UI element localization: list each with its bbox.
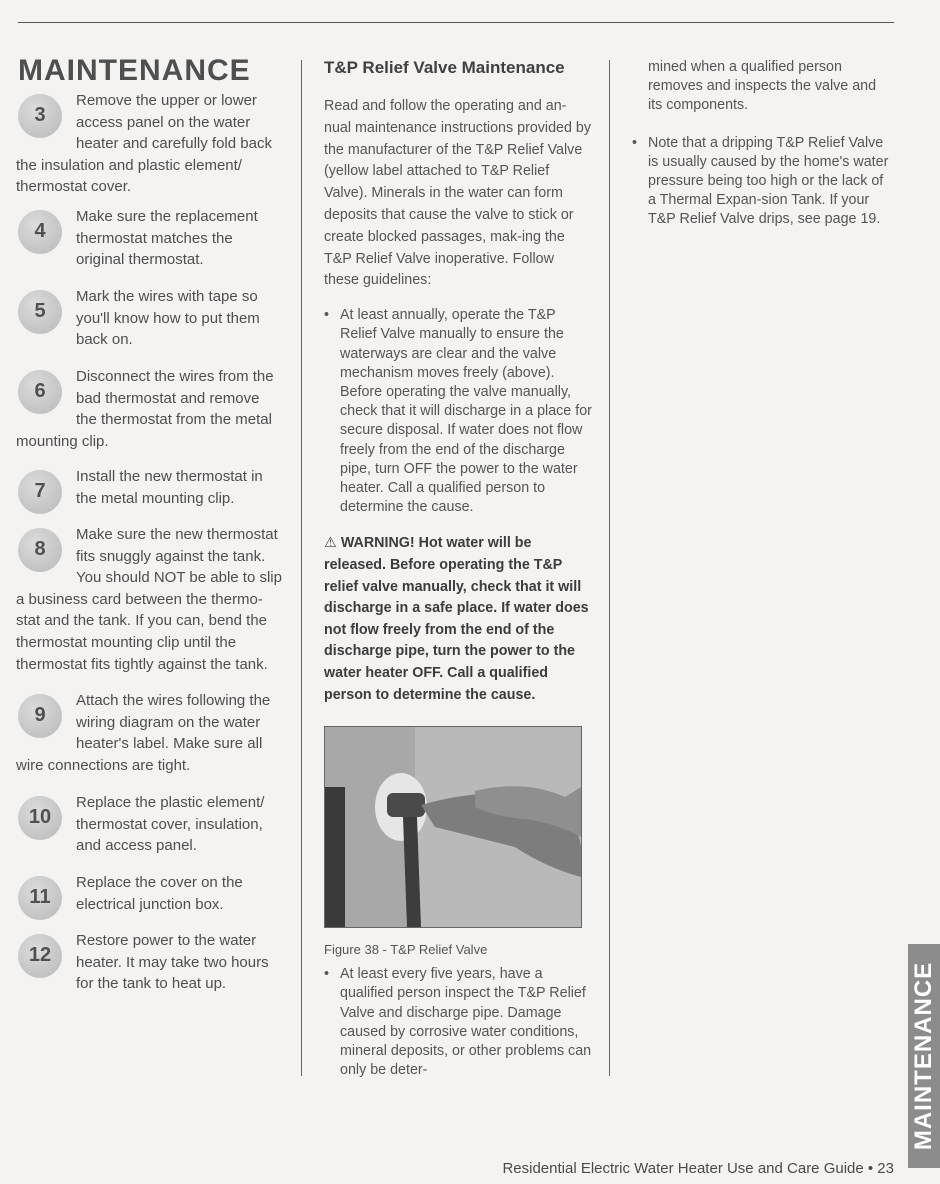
tp-valve-photo — [324, 726, 582, 928]
step-6 — [16, 366, 282, 466]
warning-block — [324, 533, 592, 706]
step-text: Attach the wires following the wiring diagram on the water heater's label. Make sure all wire connections are tight. — [16, 692, 271, 774]
step-11 — [16, 872, 282, 930]
step-number-badge: 5 — [18, 290, 62, 334]
step-text: Make sure the new thermostat fits snuggly against the tank. You should NOT be able to slip a business card between the thermo-stat and the tank. If you can, bend the thermostat mounting clip until the thermostat fits tightly against the tank. — [16, 526, 282, 673]
tp-intro-paragraph: Read and follow the operating and an-nual maintenance instructions provided by the manufacturer of the T&P Relief Valve (yellow label attached to T&P Relief Valve). Minerals in the water can form deposits that cause the valve to stick or create blocked passages, mak-ing the T&P Relief Valve inoperative. Follow these guidelines: — [324, 98, 592, 289]
step-text: Make sure the replacement thermostat matches the original thermostat. — [76, 208, 258, 269]
column-divider-left — [301, 60, 302, 1076]
step-3 — [16, 90, 282, 206]
step-text: Mark the wires with tape so you'll know how to put them back on. — [76, 288, 260, 349]
figure-caption: Figure 38 - T&P Relief Valve — [324, 942, 488, 958]
right-column — [632, 58, 894, 230]
step-text: Replace the plastic element/ thermostat cover, insulation, and access panel. — [76, 794, 265, 855]
step-number-badge: 9 — [18, 694, 62, 738]
step-8 — [16, 524, 282, 690]
step-text: Restore power to the water heater. It may take two hours for the tank to heat up. — [76, 932, 269, 993]
top-rule — [18, 22, 894, 23]
step-text: Disconnect the wires from the bad thermostat and remove the thermostat from the metal mounting clip. — [16, 368, 274, 450]
step-9 — [16, 690, 282, 792]
step-number-badge: 7 — [18, 470, 62, 514]
step-number-badge: 12 — [18, 934, 62, 978]
steps-column — [16, 90, 282, 1000]
step-7 — [16, 466, 282, 524]
step-text: Replace the cover on the electrical junction box. — [76, 874, 243, 913]
step-number-badge: 11 — [18, 876, 62, 920]
section-title: MAINTENANCE — [18, 54, 251, 87]
column-divider-right — [609, 60, 610, 1076]
warning-icon: ⚠ — [324, 535, 337, 552]
step-number-badge: 10 — [18, 796, 62, 840]
annual-check-bullet: • At least annually, operate the T&P Relief Valve manually to ensure the waterways are clear and the valve mechanism moves freely (above). Before operating the valve manually, check that it will discharge in a place for secure disposal. If water does not flow freely from the end of the discharge pipe, turn OFF the power to the water heater. Call a qualified person to determine the cause. — [324, 306, 592, 517]
step-12 — [16, 930, 282, 1000]
side-tab-label: MAINTENANCE — [910, 961, 938, 1151]
continuation-text: mined when a qualified person removes and inspects the valve and its components. — [648, 59, 877, 114]
tp-relief-column — [324, 58, 592, 1080]
step-text: Remove the upper or lower access panel on the water heater and carefully fold back the insulation and plastic element/ thermostat cover. — [16, 92, 272, 196]
step-10 — [16, 792, 282, 872]
step-5 — [16, 286, 282, 366]
step-number-badge: 4 — [18, 210, 62, 254]
tp-valve-illustration — [325, 727, 581, 927]
step-number-badge: 6 — [18, 370, 62, 414]
page-footer: Residential Electric Water Heater Use and Care Guide • 23 — [502, 1160, 894, 1177]
five-year-inspection-bullet: • At least every five years, have a qualified person inspect the T&P Relief Valve and discharge pipe. Damage caused by corrosive water conditions, mineral deposits, or other problems can only be deter- — [324, 965, 592, 1080]
tp-section-heading: T&P Relief Valve Maintenance — [324, 58, 565, 77]
step-4 — [16, 206, 282, 286]
warning-text: WARNING! Hot water will be released. Before operating the T&P relief valve manually, check that it will discharge in a safe place. If water does not flow freely from the end of the discharge pipe, turn the power to the water heater OFF. Call a qualified person to determine the cause. — [324, 535, 589, 703]
dripping-valve-bullet: • Note that a dripping T&P Relief Valve is usually caused by the home's water pressure being too high or the lack of a Thermal Expan-sion Tank. If your T&P Relief Valve drips, see page 19. — [632, 134, 894, 230]
maintenance-side-tab — [908, 944, 940, 1168]
step-number-badge: 8 — [18, 528, 62, 572]
step-text: Install the new thermostat in the metal mounting clip. — [76, 468, 263, 507]
step-number-badge: 3 — [18, 94, 62, 138]
